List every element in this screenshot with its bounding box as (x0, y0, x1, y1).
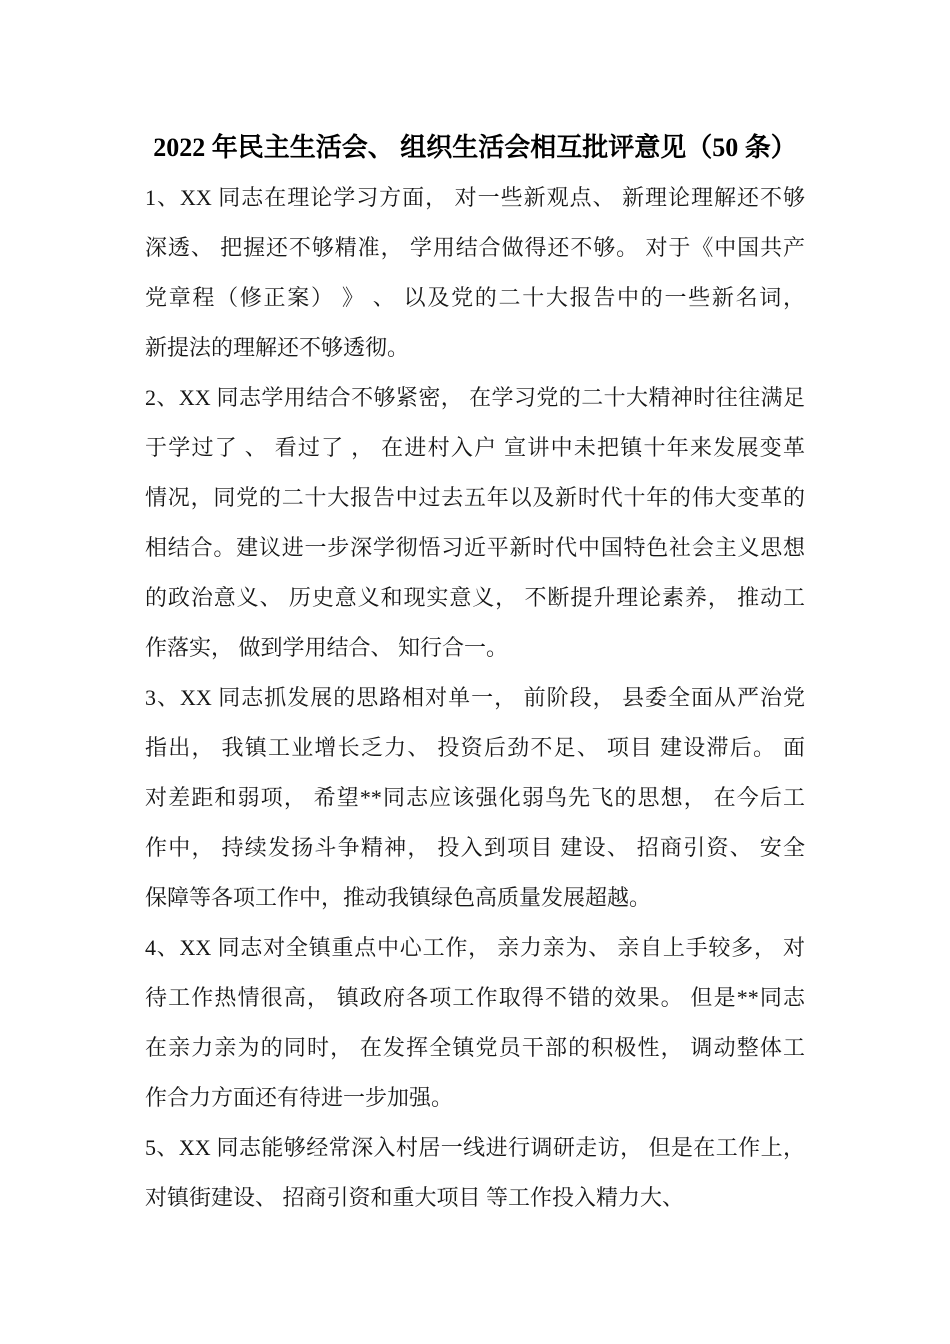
paragraph-1 (145, 173, 805, 373)
text-line: 新提法的理解还不够透彻。 (145, 335, 410, 360)
text-line: 对差距和弱项， 希望**同志应该强化弱鸟先飞的思想， 在今后工 (145, 785, 805, 810)
text-line: 保障等各项工作中，推动我镇绿色高质量发展超越。 (145, 885, 652, 910)
paragraph-5 (145, 1123, 805, 1223)
paragraph-4 (145, 923, 805, 1123)
document-body (145, 173, 805, 1223)
text-line: 的政治意义、 历史意义和现实意义， 不断提升理论素养， 推动工 (145, 585, 805, 610)
text-line: 待工作热情很高， 镇政府各项工作取得不错的效果。 但是**同志 (145, 985, 805, 1010)
document-title: 2022 年民主生活会、 组织生活会相互批评意见（50 条） (153, 133, 797, 162)
text-line: 于学过了 、 看过了 ， 在进村入户 宣讲中未把镇十年来发展变革 (145, 435, 805, 460)
paragraph-3 (145, 673, 805, 923)
text-line: 3、XX 同志抓发展的思路相对单一， 前阶段， 县委全面从严治党 (145, 685, 805, 710)
text-line: 在亲力亲为的同时， 在发挥全镇党员干部的积极性， 调动整体工 (145, 1035, 805, 1060)
text-line: 深透、 把握还不够精准， 学用结合做得还不够。 对于《中国共产 (145, 235, 805, 260)
text-line: 指出， 我镇工业增长乏力、 投资后劲不足、 项目 建设滞后。 面 (145, 735, 805, 760)
text-line: 2、XX 同志学用结合不够紧密， 在学习党的二十大精神时往往满足 (145, 385, 805, 410)
text-line: 4、XX 同志对全镇重点中心工作， 亲力亲为、 亲自上手较多， 对 (145, 935, 805, 960)
text-line: 作落实， 做到学用结合、 知行合一。 (145, 635, 509, 660)
text-line: 作中， 持续发扬斗争精神， 投入到项目 建设、 招商引资、 安全 (145, 835, 805, 860)
text-line: 党章程（修正案） 》 、 以及党的二十大报告中的一些新名词， (145, 285, 805, 310)
paragraph-2 (145, 373, 805, 673)
text-line: 相结合。建议进一步深学彻悟习近平新时代中国特色社会主义思想 (145, 535, 805, 560)
text-line: 作合力方面还有待进一步加强。 (145, 1085, 454, 1110)
text-line: 1、XX 同志在理论学习方面， 对一些新观点、 新理论理解还不够 (145, 185, 805, 210)
text-line: 情况，同党的二十大报告中过去五年以及新时代十年的伟大变革的 (145, 485, 805, 510)
text-line: 对镇街建设、 招商引资和重大项目 等工作投入精力大、 (145, 1185, 685, 1210)
text-line: 5、XX 同志能够经常深入村居一线进行调研走访， 但是在工作上， (145, 1135, 805, 1160)
